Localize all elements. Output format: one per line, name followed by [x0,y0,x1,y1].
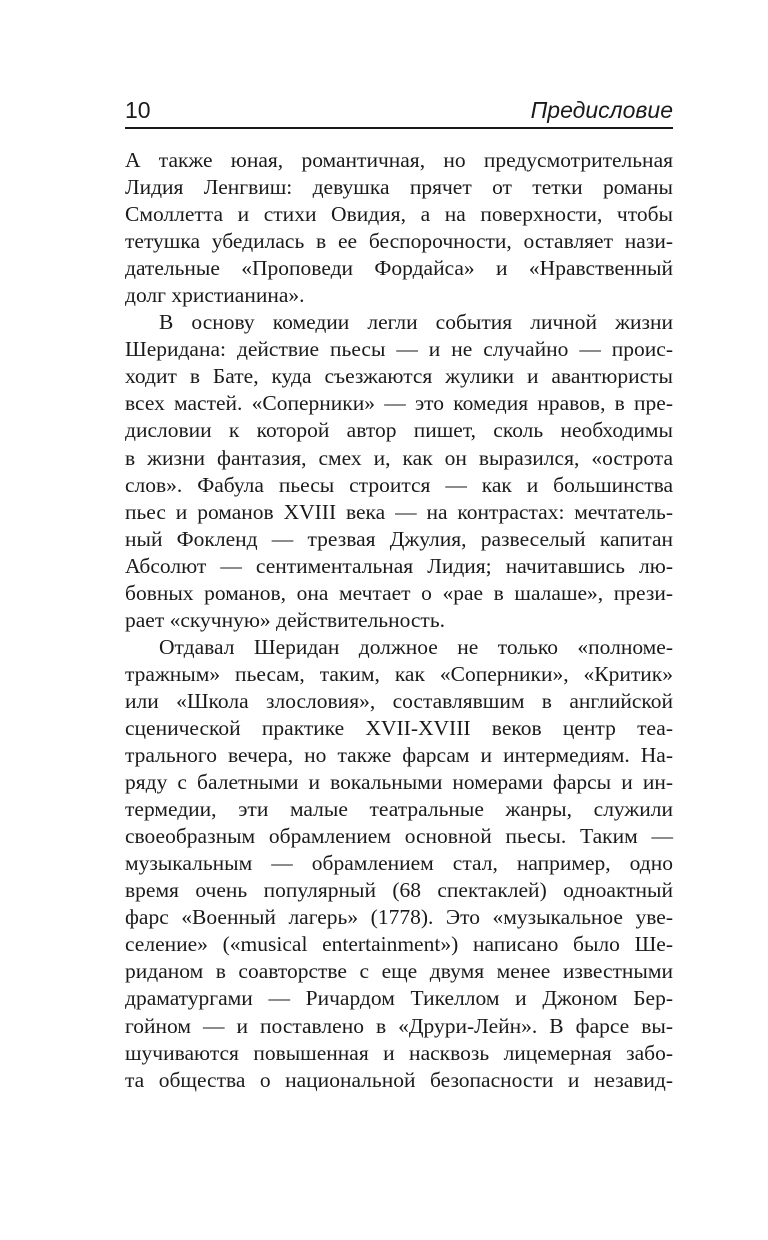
text-line: дисловии к которой автор пишет, сколь необходимы [125,418,673,443]
text-line: в жизни фантазия, смех и, как он выразился, «острота [125,445,673,470]
text-line: сценической практике XVII-XVIII веков центр теа- [125,715,673,740]
text-line: термедии, эти малые театральные жанры, служили [125,797,673,822]
text-line: музыкальным — обрамлением стал, например, одно [125,851,673,876]
text-line: Шеридана: действие пьесы — и не случайно — проис- [125,337,673,362]
text-line: селение» («musical entertainment») написано было Ше- [125,932,673,957]
text-line: гойном — и поставлено в «Друри-Лейн». В фарсе вы- [125,1013,673,1038]
paragraph [125,147,673,309]
paragraph [125,634,673,1094]
book-page [125,96,673,1094]
text-line: тетушка убедилась в ее беспорочности, оставляет нази- [125,229,673,254]
text-line: та общества о национальной безопасности и незавид- [125,1067,673,1092]
text-line: А также юная, романтичная, но предусмотрительная [125,148,673,172]
text-line: Отдавал Шеридан должное не только «полноме- [159,634,673,659]
text-line: ряду с балетными и вокальными номерами фарсы и ин- [125,770,673,795]
text-line: своеобразным обрамлением основной пьесы. Таким — [125,824,673,849]
text-line: время очень популярный (68 спектаклей) одноактный [125,878,673,903]
body-text [125,147,673,1094]
text-line: пьес и романов XVIII века — на контрастах: мечтатель- [125,499,673,524]
text-line: Абсолют — сентиментальная Лидия; начитавшись лю- [125,553,673,578]
text-line: рает «скучную» действительность. [125,607,446,632]
text-line: шучиваются повышенная и насквозь лицемерная забо- [125,1040,673,1065]
text-line: тражным» пьесам, таким, как «Соперники», «Критик» [125,661,673,686]
text-line: всех мастей. «Соперники» — это комедия нравов, в пре- [125,391,673,416]
text-line: В основу комедии легли события личной жизни [159,310,673,335]
text-line: ходит в Бате, куда съезжаются жулики и авантюристы [125,364,673,389]
text-line: долг христианина». [125,283,305,308]
running-header [125,96,673,129]
text-line: риданом в соавторстве с еще двумя менее известными [125,959,673,984]
text-line: бовных романов, она мечтает о «рае в шалаше», прези- [125,580,673,605]
text-line: фарс «Военный лагерь» (1778). Это «музыкальное уве- [125,905,673,930]
page-number: 10 [125,97,151,123]
text-line: ный Фокленд — трезвая Джулия, развеселый капитан [125,526,673,551]
section-title: Предисловие [530,97,673,123]
text-line: Лидия Ленгвиш: девушка прячет от тетки романы [125,175,673,200]
text-line: слов». Фабула пьесы строится — как и большинства [125,472,673,497]
text-line: дательные «Проповеди Фордайса» и «Нравственный [125,256,673,281]
text-line: Смоллетта и стихи Овидия, а на поверхности, чтобы [125,202,673,227]
text-line: драматургами — Ричардом Тикеллом и Джоном Бер- [125,986,673,1011]
text-line: трального вечера, но также фарсам и интермедиям. На- [125,743,673,768]
paragraph [125,309,673,634]
text-line: или «Школа злословия», составлявшим в английской [125,688,673,713]
